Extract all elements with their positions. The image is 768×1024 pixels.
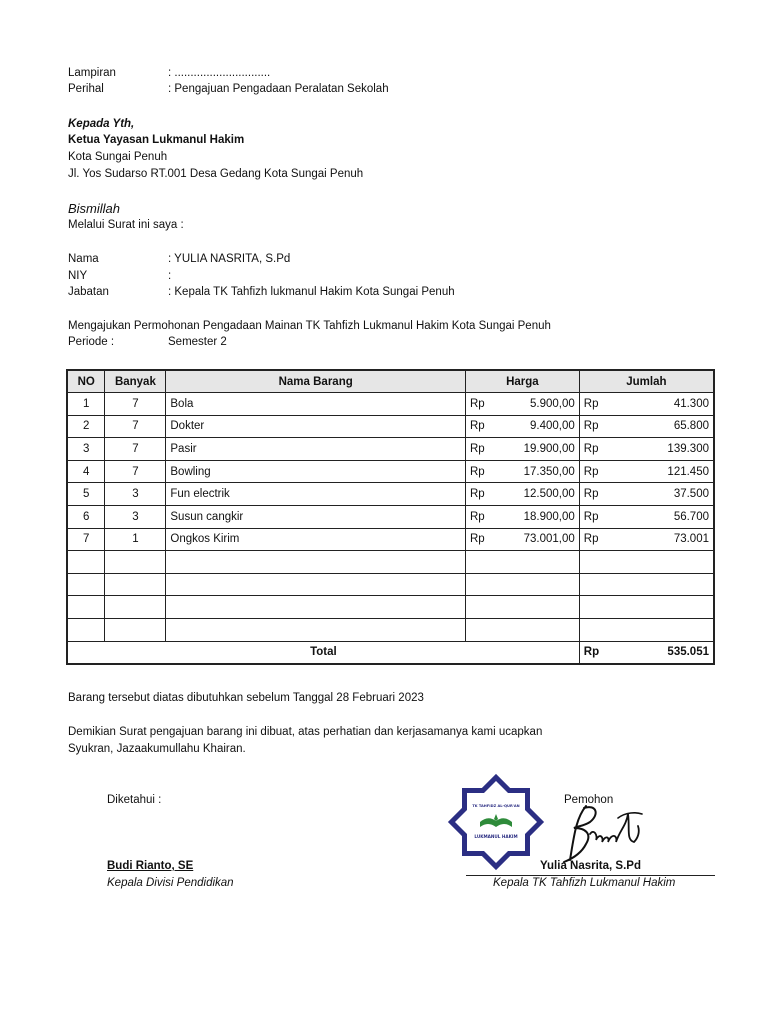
row-name: Bowling xyxy=(166,460,466,483)
header-banyak: Banyak xyxy=(105,370,166,393)
row-total: 121.450 xyxy=(609,460,714,483)
header-jumlah: Jumlah xyxy=(579,370,714,393)
row-name: Pasir xyxy=(166,438,466,461)
niy-label: NIY xyxy=(68,270,88,282)
table-row xyxy=(67,438,714,461)
lampiran-label: Lampiran xyxy=(68,67,116,79)
row-total-currency: Rp xyxy=(579,415,609,438)
niy-value: : xyxy=(168,270,172,282)
row-qty: 7 xyxy=(105,415,166,438)
row-price: 19.900,00 xyxy=(495,438,579,461)
row-total-currency: Rp xyxy=(579,460,609,483)
row-price-currency: Rp xyxy=(465,483,495,506)
row-name: Bola xyxy=(166,393,466,416)
recipient-greeting: Kepada Yth, xyxy=(68,118,135,130)
row-price-currency: Rp xyxy=(465,438,495,461)
empty-row xyxy=(67,551,714,574)
logo-top-text: TK TAHFIDZ AL-QUR'AN xyxy=(472,804,520,808)
left-signer-name: Budi Rianto, SE xyxy=(107,860,194,872)
row-name: Dokter xyxy=(166,415,466,438)
row-no: 5 xyxy=(67,483,105,506)
row-total: 139.300 xyxy=(609,438,714,461)
row-name: Fun electrik xyxy=(166,483,466,506)
row-no: 7 xyxy=(67,528,105,551)
header-nama-barang: Nama Barang xyxy=(166,370,466,393)
total-currency: Rp xyxy=(579,641,609,664)
left-signer-title: Kepala Divisi Pendidikan xyxy=(107,877,234,889)
row-qty: 3 xyxy=(105,483,166,506)
right-signer-name: Yulia Nasrita, S.Pd xyxy=(540,860,641,872)
row-price: 17.350,00 xyxy=(495,460,579,483)
row-price-currency: Rp xyxy=(465,415,495,438)
row-qty: 3 xyxy=(105,506,166,529)
school-logo-icon xyxy=(446,772,546,872)
row-total: 56.700 xyxy=(609,506,714,529)
row-no: 6 xyxy=(67,506,105,529)
request-text: Mengajukan Permohonan Pengadaan Mainan TK Tahfizh Lukmanul Hakim Kota Sungai Penuh xyxy=(68,320,551,332)
header-harga: Harga xyxy=(465,370,579,393)
row-price: 12.500,00 xyxy=(495,483,579,506)
signature-stroke-2 xyxy=(590,814,639,842)
row-price-currency: Rp xyxy=(465,393,495,416)
empty-row xyxy=(67,596,714,619)
row-total: 65.800 xyxy=(609,415,714,438)
row-price-currency: Rp xyxy=(465,460,495,483)
total-label: Total xyxy=(67,641,579,664)
row-price: 73.001,00 xyxy=(495,528,579,551)
intro-text: Melalui Surat ini saya : xyxy=(68,219,184,231)
row-qty: 1 xyxy=(105,528,166,551)
header-no: NO xyxy=(67,370,105,393)
signature-icon xyxy=(556,800,646,870)
periode-label: Periode : xyxy=(68,336,115,348)
bismillah: Bismillah xyxy=(68,201,121,216)
empty-row xyxy=(67,573,714,596)
closing-line-1: Demikian Surat pengajuan barang ini dibuat, atas perhatian dan kerjasamanya kami ucapkan xyxy=(68,726,543,738)
diketahui-label: Diketahui : xyxy=(107,794,162,806)
total-row xyxy=(67,641,714,664)
row-total-currency: Rp xyxy=(579,528,609,551)
deadline-text: Barang tersebut diatas dibutuhkan sebelum Tanggal 28 Februari 2023 xyxy=(68,692,424,704)
table-row xyxy=(67,393,714,416)
nama-value: : YULIA NASRITA, S.Pd xyxy=(168,253,291,265)
total-value: 535.051 xyxy=(609,641,714,664)
row-qty: 7 xyxy=(105,460,166,483)
logo-bottom-text: LUKMANUL HAKIM xyxy=(474,834,518,839)
row-total: 73.001 xyxy=(609,528,714,551)
nama-label: Nama xyxy=(68,253,99,265)
row-qty: 7 xyxy=(105,393,166,416)
right-signer-title: Kepala TK Tahfizh Lukmanul Hakim xyxy=(493,877,676,889)
row-no: 3 xyxy=(67,438,105,461)
row-total-currency: Rp xyxy=(579,506,609,529)
jabatan-label: Jabatan xyxy=(68,286,109,298)
row-price: 18.900,00 xyxy=(495,506,579,529)
row-no: 1 xyxy=(67,393,105,416)
row-price-currency: Rp xyxy=(465,528,495,551)
row-name: Susun cangkir xyxy=(166,506,466,529)
closing-line-2: Syukran, Jazaakumullahu Khairan. xyxy=(68,743,246,755)
perihal-value: : Pengajuan Pengadaan Peralatan Sekolah xyxy=(168,83,389,95)
periode-value: Semester 2 xyxy=(168,336,227,348)
items-table xyxy=(66,369,715,665)
perihal-label: Perihal xyxy=(68,83,104,95)
row-total: 37.500 xyxy=(609,483,714,506)
row-no: 4 xyxy=(67,460,105,483)
row-total-currency: Rp xyxy=(579,483,609,506)
table-row xyxy=(67,415,714,438)
pemohon-label: Pemohon xyxy=(564,794,614,806)
recipient-address: Jl. Yos Sudarso RT.001 Desa Gedang Kota Sungai Penuh xyxy=(68,168,364,180)
recipient-name: Ketua Yayasan Lukmanul Hakim xyxy=(68,134,245,146)
row-total-currency: Rp xyxy=(579,393,609,416)
lampiran-value: : .............................. xyxy=(168,67,271,79)
row-price: 5.900,00 xyxy=(495,393,579,416)
table-row xyxy=(67,483,714,506)
row-total-currency: Rp xyxy=(579,438,609,461)
table-header-row xyxy=(67,370,714,393)
empty-row xyxy=(67,619,714,642)
signature-stroke-3 xyxy=(618,813,642,818)
row-name: Ongkos Kirim xyxy=(166,528,466,551)
jabatan-value: : Kepala TK Tahfizh lukmanul Hakim Kota Sungai Penuh xyxy=(168,286,455,298)
table-row xyxy=(67,506,714,529)
recipient-city: Kota Sungai Penuh xyxy=(68,151,168,163)
row-total: 41.300 xyxy=(609,393,714,416)
row-price: 9.400,00 xyxy=(495,415,579,438)
row-no: 2 xyxy=(67,415,105,438)
row-price-currency: Rp xyxy=(465,506,495,529)
table-row xyxy=(67,460,714,483)
row-qty: 7 xyxy=(105,438,166,461)
signature-line xyxy=(466,875,715,876)
table-row xyxy=(67,528,714,551)
